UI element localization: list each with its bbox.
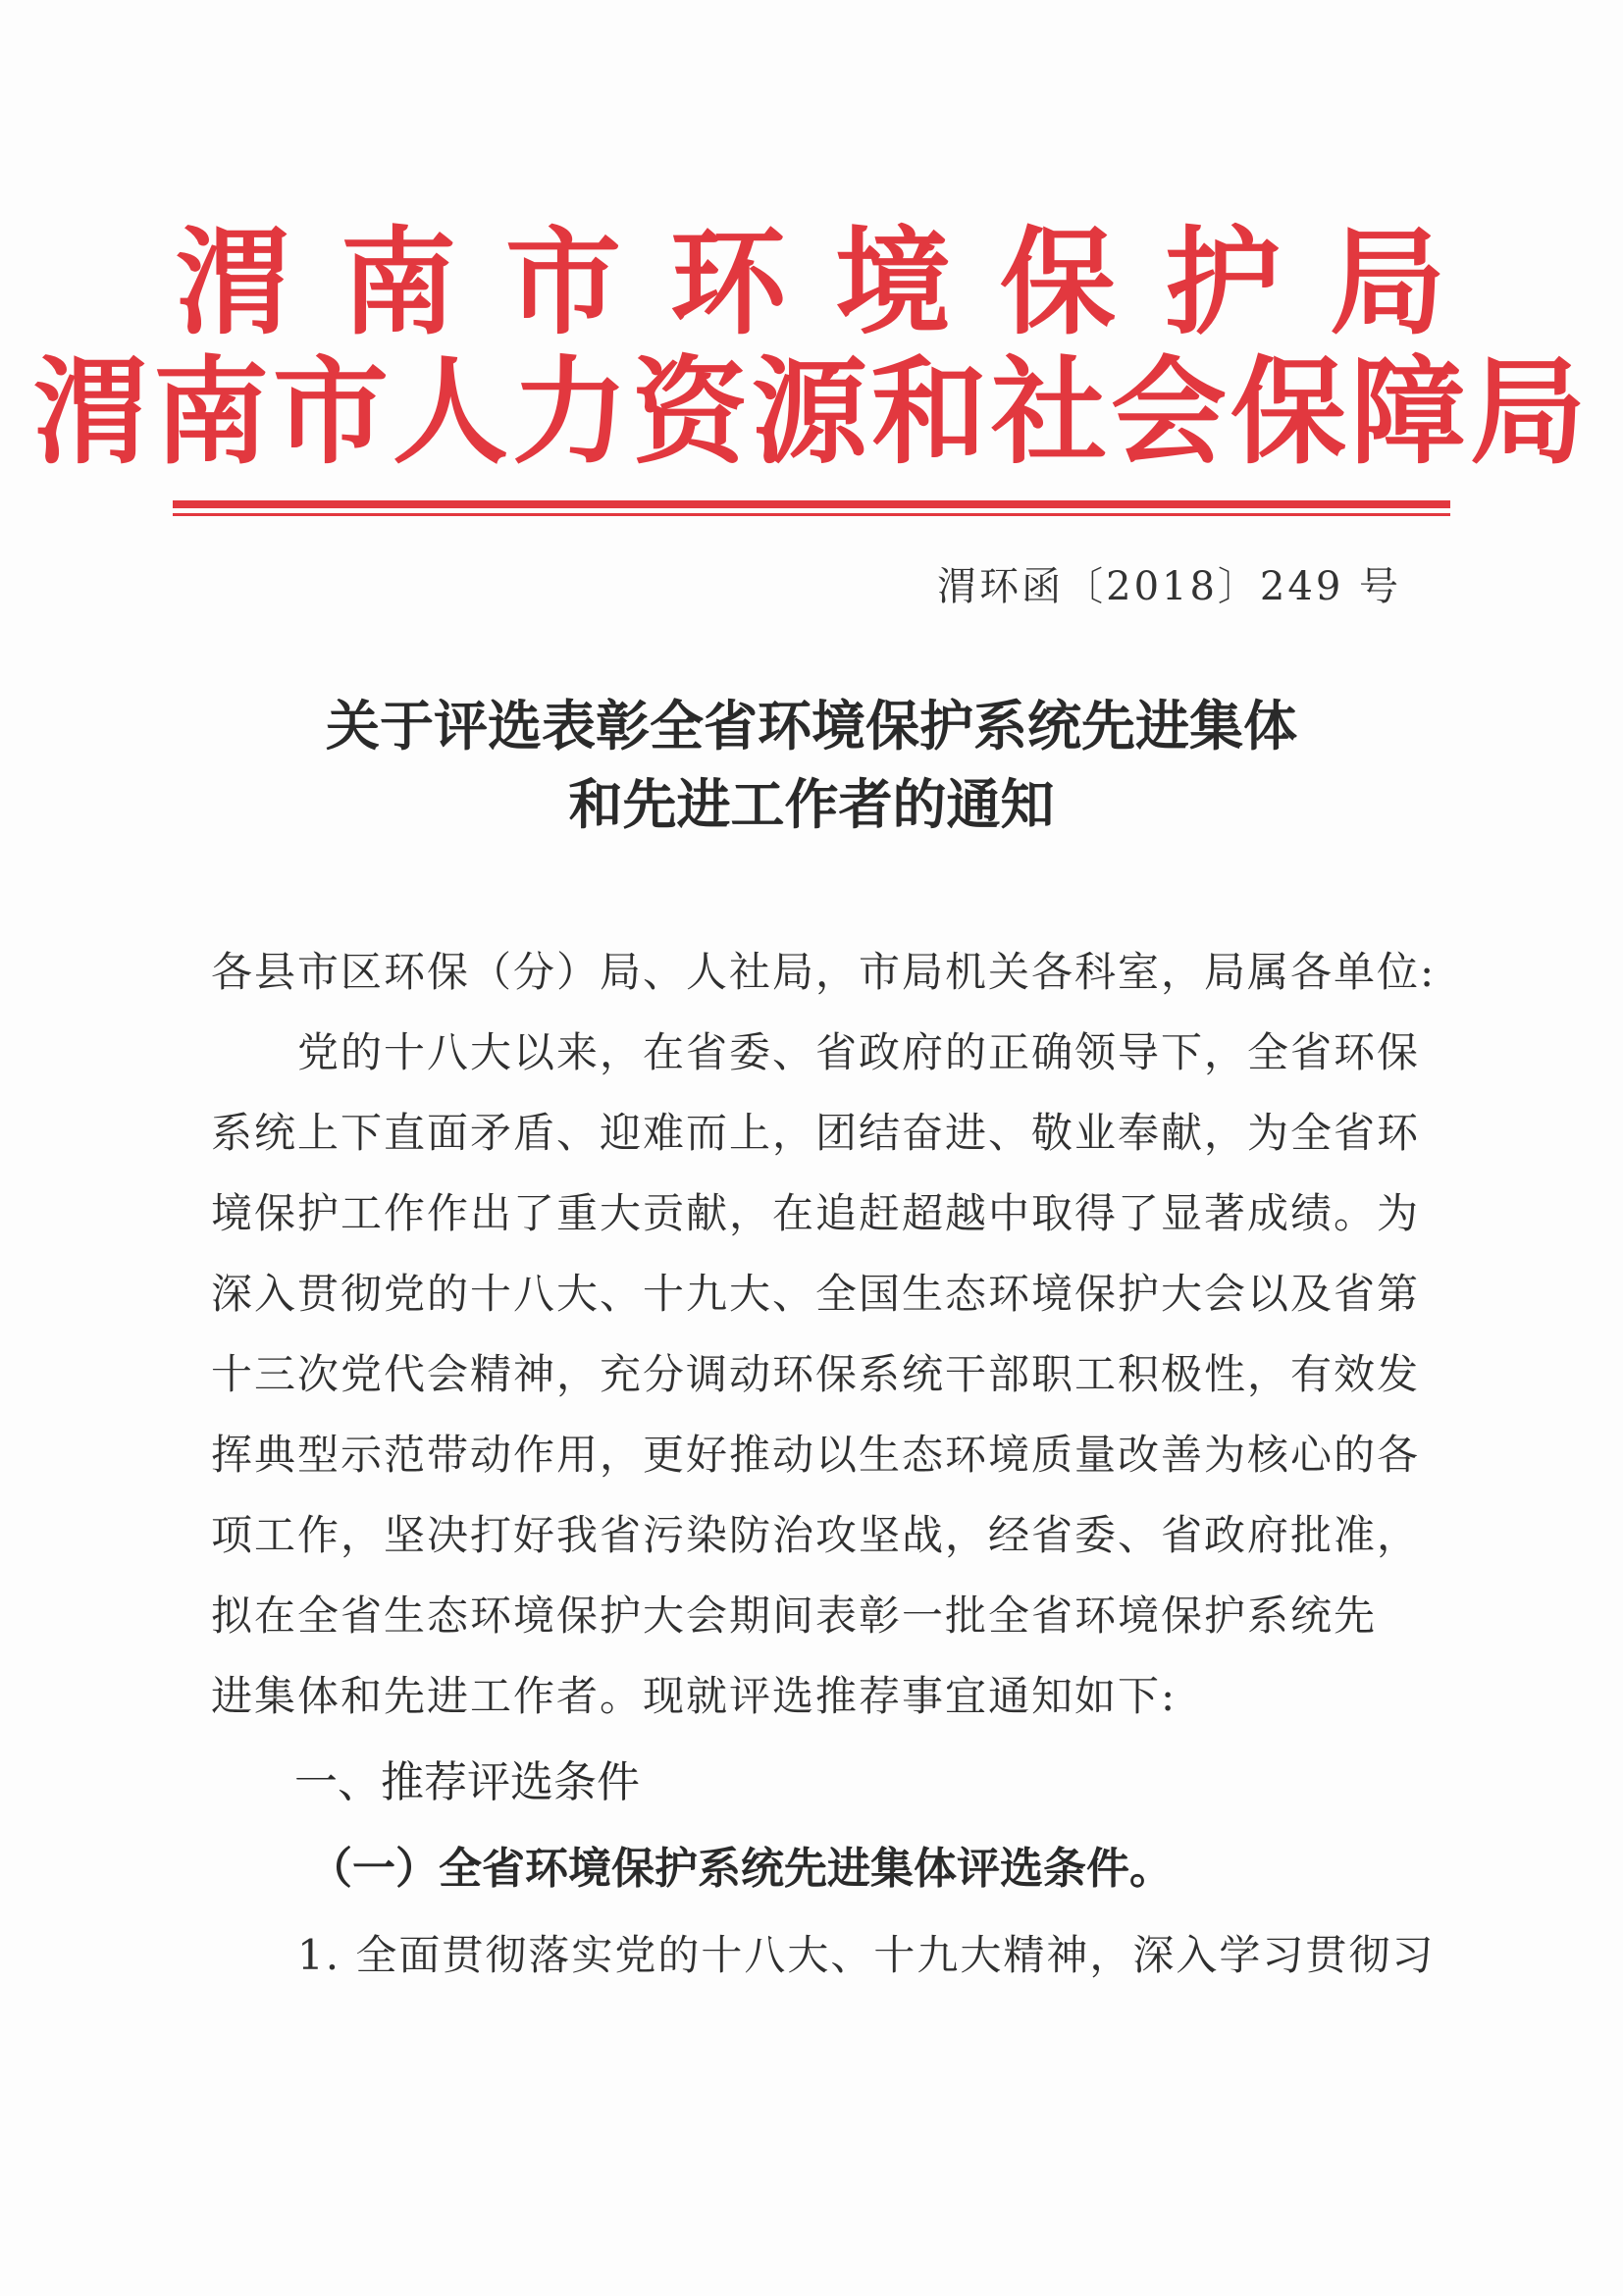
section-heading: 一、推荐评选条件 [294,1757,640,1807]
paragraph-line: 系统上下直面矛盾、迎难而上，团结奋进、敬业奉献，为全省环 [211,1109,1421,1157]
paragraph-line: 深入贯彻党的十八大、十九大、全国生态环境保护大会以及省第 [211,1270,1421,1318]
letterhead-line-1: 渭南市环境保护局 [175,215,1494,350]
paragraph-line: 十三次党代会精神，充分调动环保系统干部职工积极性，有效发 [211,1350,1421,1398]
document-title-line-2: 和先进工作者的通知 [568,773,1055,836]
paragraph-line: 拟在全省生态环境保护大会期间表彰一批全省环境保护系统先 [211,1592,1378,1640]
letterhead-divider-thick [173,500,1450,508]
letterhead-divider-thin [173,513,1450,516]
paragraph-line: 挥典型示范带动作用，更好推动以生态环境质量改善为核心的各 [211,1431,1421,1479]
paragraph-line: 党的十八大以来，在省委、省政府的正确领导下，全省环保 [211,1028,1421,1076]
recipients-line: 各县市区环保（分）局、人社局，市局机关各科室，局属各单位: [211,948,1437,996]
paragraph-line: 项工作，坚决打好我省污染防治攻坚战，经省委、省政府批准， [211,1511,1421,1559]
paragraph-line: 进集体和先进工作者。现就评选推荐事宜通知如下: [211,1672,1178,1720]
subsection-heading: （一）全省环境保护系统先进集体评选条件。 [309,1844,1173,1894]
document-number: 渭环函〔2018〕249 号 [937,564,1401,609]
document-title-line-1: 关于评选表彰全省环境保护系统先进集体 [325,695,1297,757]
list-item: 1. 全面贯彻落实党的十八大、十九大精神，深入学习贯彻习 [211,1931,1436,1979]
letterhead-line-2: 渭南市人力资源和社会保障局 [32,344,1590,480]
paragraph-line: 境保护工作作出了重大贡献，在追赶超越中取得了显著成绩。为 [211,1189,1421,1237]
